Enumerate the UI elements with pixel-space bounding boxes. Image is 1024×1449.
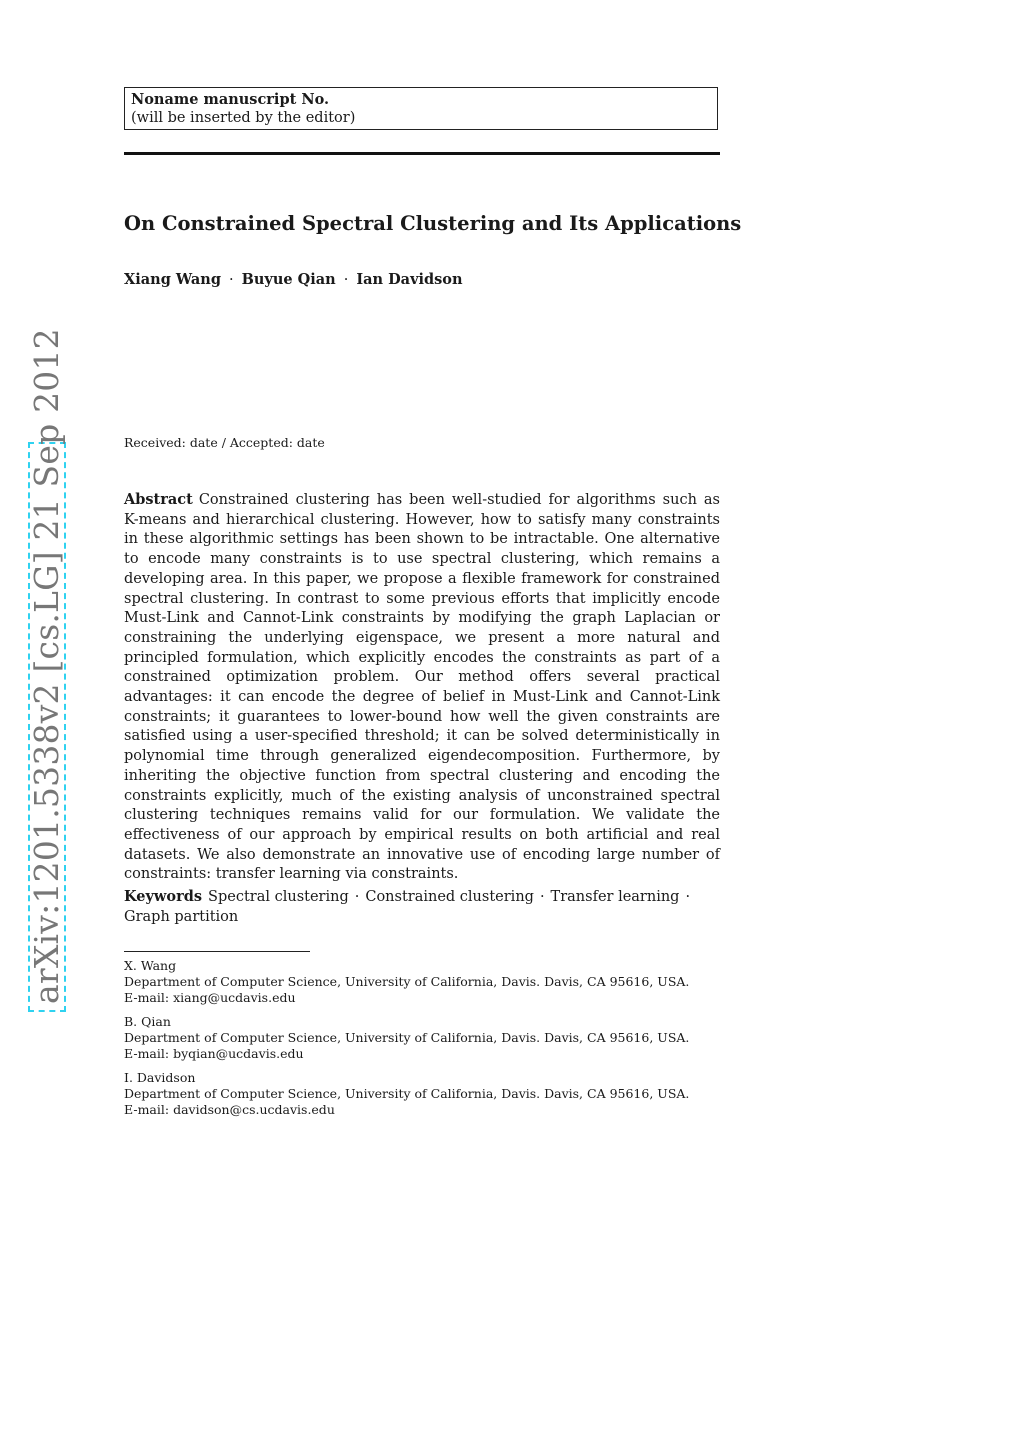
affiliation-name: X. Wang bbox=[124, 958, 177, 973]
affiliation-block bbox=[124, 958, 744, 1006]
abstract bbox=[124, 490, 720, 885]
keyword-separator: · bbox=[539, 889, 545, 905]
affiliation-name: B. Qian bbox=[124, 1014, 171, 1029]
paper-title: On Constrained Spectral Clustering and Its Applications bbox=[124, 212, 742, 235]
affiliation-dept: Department of Computer Science, University of California, Davis. Davis, CA 95616, USA. bbox=[124, 1030, 690, 1045]
affiliation-block bbox=[124, 1014, 744, 1062]
received-date: Received: date / Accepted: date bbox=[124, 435, 325, 450]
keyword-separator: · bbox=[685, 889, 691, 905]
author-separator: · bbox=[228, 272, 234, 288]
author-separator: · bbox=[343, 272, 349, 288]
title-divider bbox=[124, 152, 720, 155]
editor-note: (will be inserted by the editor) bbox=[131, 110, 356, 126]
keyword: Spectral clustering bbox=[208, 889, 349, 905]
keyword: Transfer learning bbox=[550, 889, 680, 905]
affiliation-dept: Department of Computer Science, University of California, Davis. Davis, CA 95616, USA. bbox=[124, 1086, 690, 1101]
keyword: Graph partition bbox=[124, 909, 239, 925]
affiliation-email: E-mail: davidson@cs.ucdavis.edu bbox=[124, 1102, 335, 1117]
author-name: Xiang Wang bbox=[124, 271, 221, 288]
affiliation-email: E-mail: byqian@ucdavis.edu bbox=[124, 1046, 304, 1061]
author-name: Ian Davidson bbox=[356, 271, 463, 288]
affiliation-block bbox=[124, 1070, 744, 1118]
manuscript-number: Noname manuscript No. bbox=[131, 91, 330, 108]
affiliation-email: E-mail: xiang@ucdavis.edu bbox=[124, 990, 296, 1005]
affiliation-name: I. Davidson bbox=[124, 1070, 196, 1085]
manuscript-header-box bbox=[124, 87, 718, 130]
author-list bbox=[124, 271, 463, 288]
keyword: Constrained clustering bbox=[365, 889, 534, 905]
abstract-label: Abstract bbox=[124, 491, 193, 508]
affiliation-dept: Department of Computer Science, University of California, Davis. Davis, CA 95616, USA. bbox=[124, 974, 690, 989]
arxiv-stamp[interactable]: arXiv:1201.5338v2 [cs.LG] 21 Sep 2012 bbox=[28, 442, 66, 1012]
author-name: Buyue Qian bbox=[241, 271, 336, 288]
footnote-divider bbox=[124, 951, 310, 952]
keywords bbox=[124, 887, 720, 927]
abstract-text: Constrained clustering has been well-studied for algorithms such as K-means and hierarchical clustering. However, how to satisfy many constraints in these algorithmic settings has been shown to be intractable. One alternative to encode many constraints is to use spectral clustering, which remains a developing area. In this paper, we propose a flexible framework for constrained spectral clustering. In contrast to some previous efforts that implicitly encode Must-Link and Cannot-Link constraints by modifying the graph Laplacian or constraining the underlying eigenspace, we present a more natural and principled formulation, which explicitly encodes the constraints as part of a constrained optimization problem. Our method offers several practical advantages: it can encode the degree of belief in Must-Link and Cannot-Link constraints; it guarantees to lower-bound how well the given constraints are satisfied using a user-specified threshold; it can be solved deterministically in polynomial time through generalized eigendecomposition. Furthermore, by inheriting the objective function from spectral clustering and encoding the constraints explicitly, much of the existing analysis of unconstrained spectral clustering techniques remains valid for our formulation. We validate the effectiveness of our approach by empirical results on both artificial and real datasets. We also demonstrate an innovative use of encoding large number of constraints: transfer learning via constraints. bbox=[124, 492, 720, 883]
keywords-label: Keywords bbox=[124, 888, 203, 905]
keyword-separator: · bbox=[354, 889, 360, 905]
